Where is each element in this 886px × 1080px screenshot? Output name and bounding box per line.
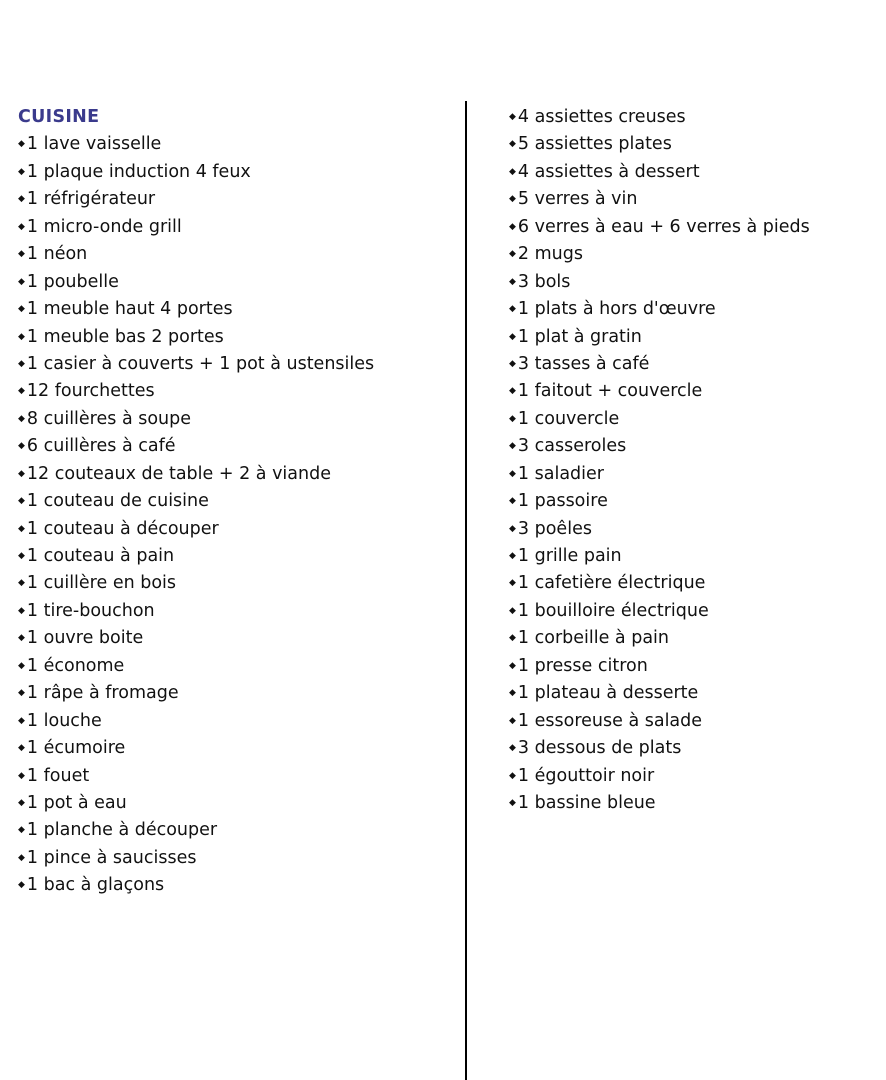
list-item [18, 708, 458, 735]
list-item-text: 1 plateau à desserte [517, 683, 699, 704]
list-item [18, 735, 458, 762]
list-item-text: 1 fouet [26, 765, 90, 786]
bullet-icon: ◆ [509, 551, 516, 561]
bullet-icon: ◆ [509, 578, 516, 589]
bullet-icon: ◆ [18, 304, 25, 315]
bullet-icon: ◆ [509, 194, 516, 205]
bullet-icon: ◆ [509, 304, 516, 315]
list-item [18, 625, 458, 652]
list-item-text: 1 planche à découper [26, 820, 218, 841]
list-item-text: 1 réfrigérateur [26, 189, 156, 210]
bullet-icon: ◆ [18, 221, 25, 232]
bullet-icon: ◆ [18, 743, 25, 754]
list-item [509, 104, 879, 131]
list-item [509, 159, 879, 186]
list-item [18, 433, 458, 460]
bullet-icon: ◆ [509, 743, 516, 754]
list-item [18, 872, 458, 899]
bullet-icon: ◆ [509, 221, 516, 232]
list-item [509, 324, 879, 351]
bullet-icon: ◆ [509, 496, 516, 507]
list-item [18, 488, 458, 515]
list-item [18, 324, 458, 351]
list-item-text: 1 faitout + couvercle [517, 381, 703, 402]
bullet-icon: ◆ [509, 797, 516, 808]
bullet-icon: ◆ [18, 660, 25, 671]
list-item [509, 735, 879, 762]
list-item [18, 378, 458, 405]
bullet-icon: ◆ [509, 633, 516, 644]
list-item-text: 3 tasses à café [517, 353, 650, 374]
bullet-icon: ◆ [509, 441, 516, 452]
bullet-icon: ◆ [509, 331, 516, 342]
list-item [509, 378, 879, 405]
bullet-icon: ◆ [509, 386, 516, 397]
list-item [18, 131, 458, 158]
list-item-text: 1 poubelle [26, 271, 119, 292]
list-item [509, 241, 879, 268]
bullet-icon: ◆ [18, 413, 25, 424]
list-item [18, 461, 458, 488]
column-divider [465, 101, 467, 1080]
bullet-icon: ◆ [509, 715, 516, 726]
bullet-icon: ◆ [509, 523, 516, 534]
list-item-text: 1 corbeille à pain [517, 628, 670, 649]
list-item [18, 598, 458, 625]
list-item [509, 433, 879, 460]
list-item-text: 4 assiettes à dessert [517, 161, 700, 182]
list-item-text: 1 ouvre boite [26, 628, 144, 649]
list-item-text: 1 meuble bas 2 portes [26, 326, 224, 347]
bullet-icon: ◆ [509, 358, 516, 369]
bullet-icon: ◆ [18, 139, 25, 150]
list-item-text: 1 égouttoir noir [517, 765, 655, 786]
list-item [509, 653, 879, 680]
list-item-text: 3 bols [517, 271, 571, 292]
bullet-icon: ◆ [509, 112, 516, 122]
list-item [509, 708, 879, 735]
list-item-text: 2 mugs [517, 244, 583, 265]
list-item [18, 241, 458, 268]
list-item [18, 186, 458, 213]
list-item-text: 1 saladier [517, 463, 604, 484]
bullet-icon: ◆ [18, 468, 25, 479]
bullet-icon: ◆ [509, 468, 516, 479]
list-item [509, 351, 879, 378]
bullet-icon: ◆ [18, 715, 25, 726]
list-item [18, 763, 458, 790]
bullet-icon: ◆ [509, 166, 516, 177]
list-item [18, 159, 458, 186]
list-item [18, 570, 458, 597]
list-item [509, 790, 879, 817]
list-item [509, 461, 879, 488]
section-heading: CUISINE [18, 107, 100, 127]
bullet-icon: ◆ [18, 605, 25, 616]
list-item-text: 1 pot à eau [26, 792, 127, 813]
list-item-text: 4 assiettes creuses [517, 107, 686, 127]
bullet-icon: ◆ [509, 660, 516, 671]
list-item-text: 8 cuillères à soupe [26, 408, 192, 429]
right-column [509, 104, 879, 817]
list-item-text: 1 économe [26, 655, 125, 676]
list-item-text: 1 bac à glaçons [26, 875, 165, 896]
list-item-text: 12 fourchettes [26, 381, 155, 402]
list-item-text: 1 couteau à pain [26, 546, 175, 566]
list-item-text: 5 verres à vin [517, 189, 638, 210]
bullet-icon: ◆ [509, 249, 516, 260]
list-item-text: 1 pince à saucisses [26, 847, 197, 868]
list-item [18, 845, 458, 872]
list-item-text: 1 presse citron [517, 655, 648, 676]
bullet-icon: ◆ [18, 852, 25, 863]
bullet-icon: ◆ [18, 194, 25, 205]
list-item-text: 1 casier à couverts + 1 pot à ustensiles [26, 353, 375, 374]
list-item-text: 6 verres à eau + 6 verres à pieds [517, 216, 810, 237]
list-item-text: 1 couvercle [517, 408, 620, 429]
list-item-text: 1 louche [26, 710, 102, 731]
list-item-text: 1 écumoire [26, 738, 126, 759]
list-item-text: 1 plaque induction 4 feux [26, 161, 251, 182]
bullet-icon: ◆ [18, 441, 25, 452]
bullet-icon: ◆ [18, 797, 25, 808]
bullet-icon: ◆ [18, 276, 25, 287]
list-item-text: 3 casseroles [517, 436, 627, 457]
list-item-text: 5 assiettes plates [517, 134, 672, 155]
list-item-text: 3 poêles [517, 518, 592, 539]
list-item [509, 406, 879, 433]
list-item [509, 763, 879, 790]
bullet-icon: ◆ [18, 551, 25, 561]
bullet-icon: ◆ [509, 139, 516, 150]
list-item-text: 1 couteau de cuisine [26, 491, 209, 512]
bullet-icon: ◆ [509, 605, 516, 616]
bullet-icon: ◆ [18, 633, 25, 644]
list-item [509, 488, 879, 515]
list-item [18, 214, 458, 241]
list-item-text: 12 couteaux de table + 2 à viande [26, 463, 331, 484]
list-item-text: 3 dessous de plats [517, 738, 682, 759]
list-item-text: 1 cafetière électrique [517, 573, 706, 594]
bullet-icon: ◆ [509, 688, 516, 699]
list-item-text: 6 cuillères à café [26, 436, 176, 457]
bullet-icon: ◆ [18, 358, 25, 369]
list-item [509, 186, 879, 213]
list-item [18, 680, 458, 707]
list-item [18, 516, 458, 543]
bullet-icon: ◆ [509, 413, 516, 424]
list-item [18, 790, 458, 817]
list-item-text: 1 plat à gratin [517, 326, 642, 347]
bullet-icon: ◆ [18, 688, 25, 699]
list-item-text: 1 cuillère en bois [26, 573, 177, 594]
bullet-icon: ◆ [18, 770, 25, 781]
list-item [18, 269, 458, 296]
bullet-icon: ◆ [18, 331, 25, 342]
list-item [509, 543, 879, 570]
list-item-text: 1 meuble haut 4 portes [26, 299, 233, 320]
bullet-icon: ◆ [18, 880, 25, 891]
list-item-text: 1 râpe à fromage [26, 683, 179, 704]
list-item-text: 1 passoire [517, 491, 608, 512]
bullet-icon: ◆ [18, 166, 25, 177]
list-item [509, 269, 879, 296]
list-item [18, 351, 458, 378]
bullet-icon: ◆ [509, 770, 516, 781]
bullet-icon: ◆ [509, 276, 516, 287]
list-item [509, 598, 879, 625]
list-item-text: 1 bouilloire électrique [517, 600, 709, 621]
bullet-icon: ◆ [18, 523, 25, 534]
list-item [509, 680, 879, 707]
list-item [509, 296, 879, 323]
bullet-icon: ◆ [18, 386, 25, 397]
list-item [18, 543, 458, 570]
left-column [18, 104, 458, 900]
list-item [509, 214, 879, 241]
list-item [509, 625, 879, 652]
bullet-icon: ◆ [18, 578, 25, 589]
bullet-icon: ◆ [18, 496, 25, 507]
bullet-icon: ◆ [18, 249, 25, 260]
list-item-text: 1 micro-onde grill [26, 216, 182, 237]
list-item [509, 516, 879, 543]
bullet-icon: ◆ [18, 825, 25, 836]
list-item-text: 1 grille pain [517, 546, 622, 566]
list-item-text: 1 couteau à découper [26, 518, 219, 539]
list-item-text: 1 néon [26, 244, 88, 265]
list-item [18, 817, 458, 844]
list-item [18, 406, 458, 433]
list-item [18, 296, 458, 323]
list-item-text: 1 plats à hors d'œuvre [517, 299, 716, 320]
list-item-text: 1 essoreuse à salade [517, 710, 703, 731]
list-item [509, 131, 879, 158]
list-item [509, 570, 879, 597]
list-item-text: 1 bassine bleue [517, 792, 656, 813]
list-item-text: 1 tire-bouchon [26, 600, 155, 621]
list-item [18, 653, 458, 680]
list-item-text: 1 lave vaisselle [26, 134, 162, 155]
